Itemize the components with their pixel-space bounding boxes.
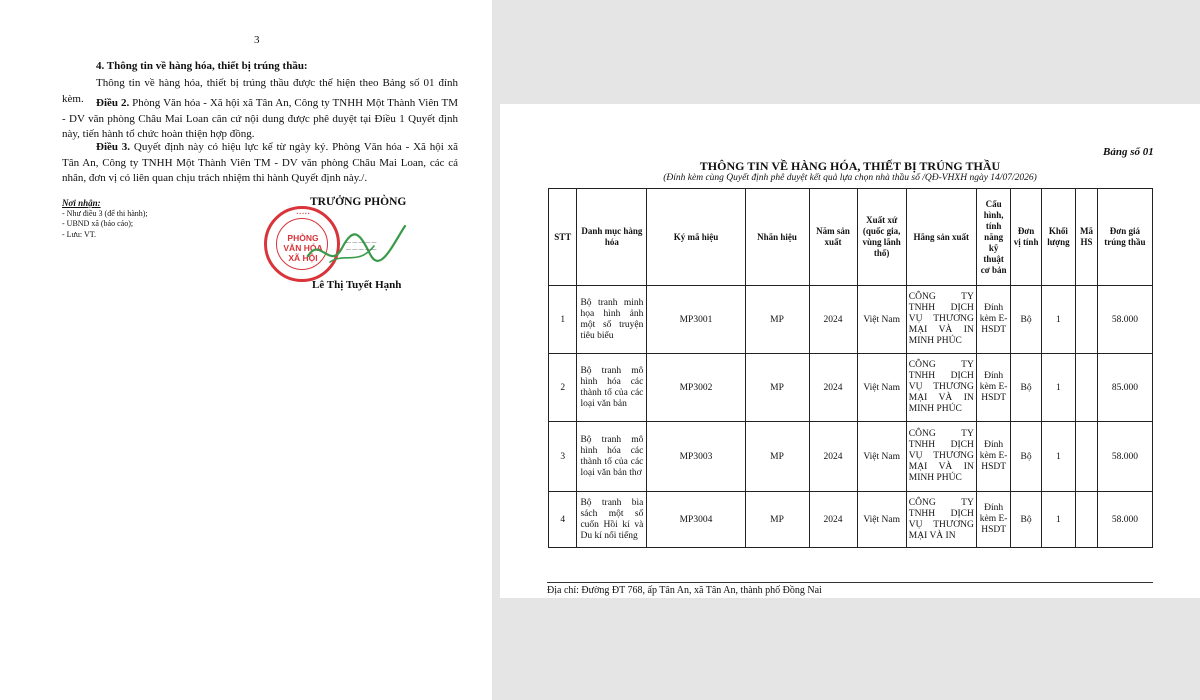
cell-spec: Đính kèm E-HSDT [976, 354, 1011, 422]
stamp-line: PHÒNG [287, 233, 319, 243]
cell-origin: Việt Nam [857, 492, 906, 548]
cell-stt: 1 [549, 286, 577, 354]
section-text-content: Thông tin về hàng hóa, thiết bị trúng thầu được thể hiện theo Bảng số 01 đính kèm. [62, 77, 458, 105]
cell-maker: CÔNG TY TNHH DỊCH VỤ THƯƠNG MẠI VÀ IN MINH PHÚC [906, 354, 976, 422]
cell-hs [1076, 286, 1098, 354]
cell-item: Bộ tranh mô hình hóa các thành tố của các loại văn bản thơ [577, 422, 647, 492]
recipients-title: Nơi nhận: [62, 198, 101, 208]
header-year: Năm sản xuất [809, 189, 857, 286]
cell-year: 2024 [809, 422, 857, 492]
stamp-line: XÃ HỘI [288, 253, 318, 263]
signature-note: — — — — — — — — — — [346, 240, 377, 253]
table-row [549, 422, 1153, 492]
right-page [500, 104, 1200, 598]
signer-title: TRƯỞNG PHÒNG [310, 196, 407, 208]
article-2-label: Điều 2. [96, 97, 130, 109]
goods-table [548, 188, 1153, 548]
table-number: Bảng số 01 [1103, 146, 1154, 158]
cell-brand: MP [745, 422, 809, 492]
signer-name: Lê Thị Tuyết Hạnh [312, 279, 402, 291]
cell-spec: Đính kèm E-HSDT [976, 286, 1011, 354]
header-hs: Mã HS [1076, 189, 1098, 286]
article-3-text: Quyết định này có hiệu lực kể từ ngày ký. Phòng Văn hóa - Xã hội xã Tân An, Công ty TNHH Một Thành Viên TM - DV văn phòng Châu Mai Loan, các cá nhân, đơn vị có liên quan chịu trách nhiệm thi hành Quyết định này./. [62, 141, 458, 184]
cell-spec: Đính kèm E-HSDT [976, 422, 1011, 492]
stamp-ring-text: • • • • • [296, 211, 310, 216]
cell-item: Bộ tranh bìa sách một số cuốn Hồi kí và Du kí nổi tiếng [577, 492, 647, 548]
section-title: 4. Thông tin về hàng hóa, thiết bị trúng thầu: [96, 60, 308, 72]
cell-unit: Bộ [1011, 422, 1041, 492]
cell-qty: 1 [1041, 492, 1075, 548]
cell-brand: MP [745, 492, 809, 548]
header-stt: STT [549, 189, 577, 286]
cell-hs [1076, 422, 1098, 492]
header-maker: Hãng sản xuất [906, 189, 976, 286]
header-price: Đơn giá trúng thầu [1097, 189, 1152, 286]
header-brand: Nhãn hiệu [745, 189, 809, 286]
table-title: THÔNG TIN VỀ HÀNG HÓA, THIẾT BỊ TRÚNG THẦU [699, 159, 1001, 173]
cell-item: Bộ tranh mô hình hóa các thành tố của các loại văn bản [577, 354, 647, 422]
table-row [549, 492, 1153, 548]
cell-year: 2024 [809, 492, 857, 548]
header-origin: Xuất xứ (quốc gia, vùng lãnh thổ) [857, 189, 906, 286]
header-qty: Khối lượng [1041, 189, 1075, 286]
article-3-label: Điều 3. [96, 141, 131, 153]
cell-brand: MP [745, 286, 809, 354]
cell-price: 85.000 [1097, 354, 1152, 422]
left-page [0, 0, 492, 700]
cell-origin: Việt Nam [857, 422, 906, 492]
recipient-item: - UBND xã (báo cáo); [62, 219, 134, 228]
cell-qty: 1 [1041, 354, 1075, 422]
cell-hs [1076, 354, 1098, 422]
article-3 [62, 140, 458, 187]
cell-stt: 4 [549, 492, 577, 548]
cell-maker: CÔNG TY TNHH DỊCH VỤ THƯƠNG MẠI VÀ IN MINH PHÚC [906, 422, 976, 492]
stamp-line: VĂN HÓA [283, 243, 323, 253]
cell-price: 58.000 [1097, 422, 1152, 492]
cell-origin: Việt Nam [857, 354, 906, 422]
table-header-row [549, 189, 1153, 286]
cell-brand: MP [745, 354, 809, 422]
recipient-item: - Lưu: VT. [62, 229, 97, 239]
cell-stt: 3 [549, 422, 577, 492]
cell-unit: Bộ [1011, 492, 1041, 548]
table-row [549, 354, 1153, 422]
cell-stt: 2 [549, 354, 577, 422]
header-spec: Cấu hình, tính năng kỹ thuật cơ bản [976, 189, 1011, 286]
article-2-text: Phòng Văn hóa - Xã hội xã Tân An, Công ty TNHH Một Thành Viên TM - DV văn phòng Châu Mai Loan căn cứ nội dung được phê duyệt tại Điều 1 Quyết định này, tiến hành tổ chức hoàn thiện hợp đồng. [62, 97, 458, 140]
cell-item: Bộ tranh minh họa hình ảnh một số truyện tiêu biểu [577, 286, 647, 354]
footer-divider [547, 582, 1153, 583]
cell-spec: Đính kèm E-HSDT [976, 492, 1011, 548]
cell-code: MP3003 [647, 422, 745, 492]
cell-qty: 1 [1041, 422, 1075, 492]
cell-year: 2024 [809, 354, 857, 422]
recipients-block [62, 198, 148, 240]
page-number: 3 [254, 34, 260, 46]
cell-origin: Việt Nam [857, 286, 906, 354]
header-item: Danh mục hàng hóa [577, 189, 647, 286]
table-row [549, 286, 1153, 354]
cell-code: MP3004 [647, 492, 745, 548]
cell-price: 58.000 [1097, 492, 1152, 548]
cell-unit: Bộ [1011, 286, 1041, 354]
footer-address: Địa chỉ: Đường ĐT 768, ấp Tân An, xã Tân An, thành phố Đồng Nai [547, 585, 822, 596]
cell-qty: 1 [1041, 286, 1075, 354]
cell-unit: Bộ [1011, 354, 1041, 422]
cell-hs [1076, 492, 1098, 548]
cell-code: MP3002 [647, 354, 745, 422]
cell-maker: CÔNG TY TNHH DỊCH VỤ THƯƠNG MẠI VÀ IN MINH PHÚC [906, 286, 976, 354]
cell-year: 2024 [809, 286, 857, 354]
table-subtitle: (Đính kèm cùng Quyết định phê duyệt kết quả lựa chọn nhà thầu số /QĐ-VHXH ngày 14/07/2026) [663, 173, 1037, 183]
header-unit: Đơn vị tính [1011, 189, 1041, 286]
cell-maker: CÔNG TY TNHH DỊCH VỤ THƯƠNG MẠI VÀ IN [906, 492, 976, 548]
cell-price: 58.000 [1097, 286, 1152, 354]
recipient-item: - Như điều 3 (để thi hành); [62, 208, 148, 218]
header-code: Ký mã hiệu [647, 189, 745, 286]
cell-code: MP3001 [647, 286, 745, 354]
article-2 [62, 96, 458, 143]
